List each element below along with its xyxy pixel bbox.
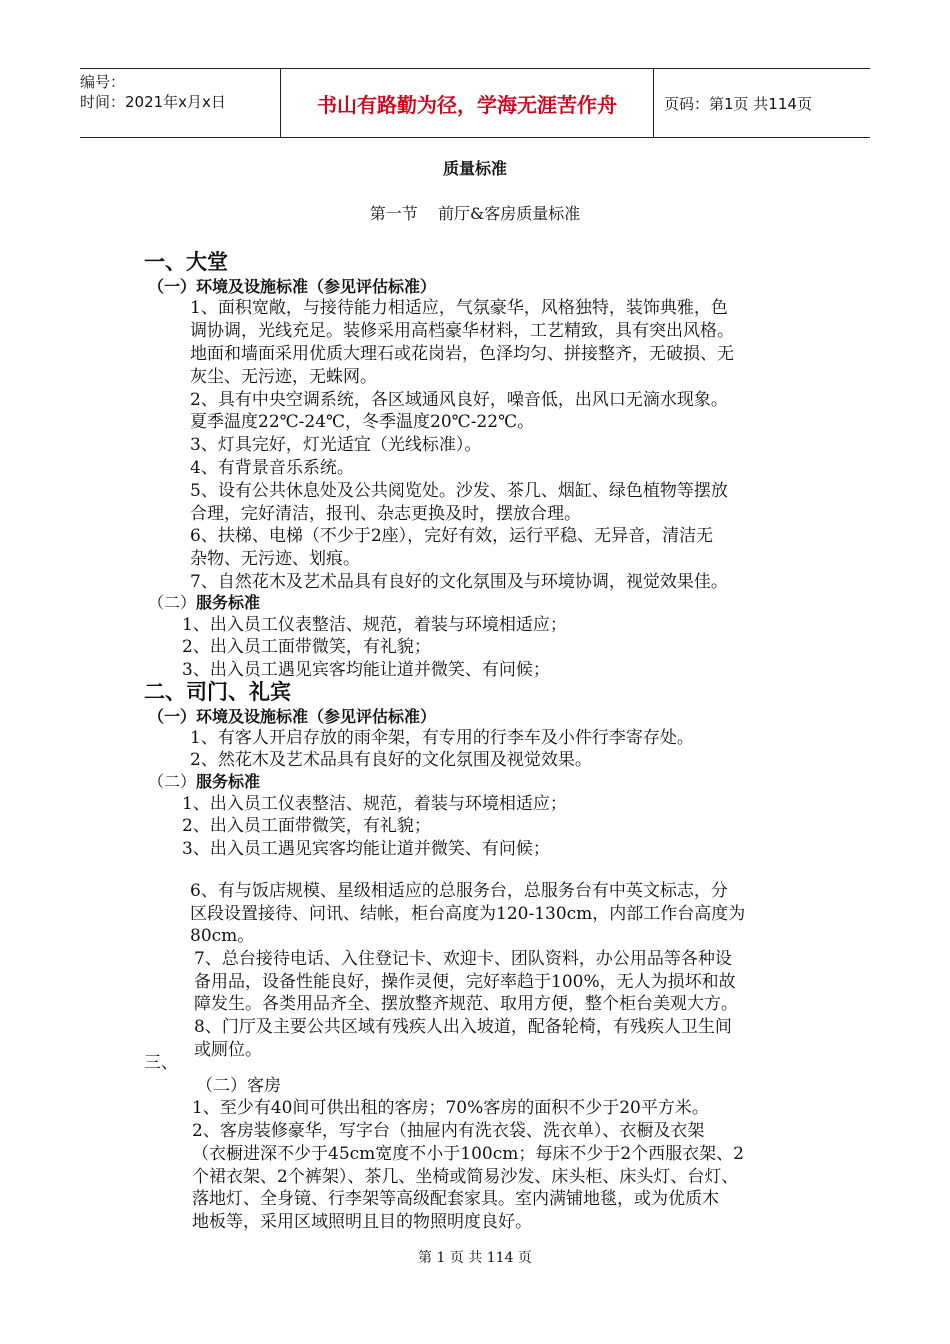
paragraph-line: 落地灯、全身镜、行李架等高级配套家具。室内满铺地毯，或为优质木 (192, 1189, 719, 1209)
paragraph-line: 杂物、无污迹、划痕。 (190, 549, 360, 569)
paragraph-line: 2、然花木及艺术品具有良好的文化氛围及视觉效果。 (190, 750, 592, 770)
paragraph-line: 3、出入员工遇见宾客均能让道并微笑、有问候； (182, 660, 550, 680)
paragraph-line: 1、面积宽敞，与接待能力相适应，气氛豪华，风格独特，装饰典雅，色 (190, 298, 728, 318)
paragraph-line: 障发生。各类用品齐全、摆放整齐规范、取用方便，整个柜台美观大方。 (194, 994, 738, 1014)
paragraph-line: 4、有背景音乐系统。 (190, 458, 354, 478)
header-page-info: 页码：第1页 共114页 (664, 94, 812, 113)
heading-concierge: 二、司门、礼宾 (144, 680, 291, 704)
paragraph-line: 灰尘、无污迹，无蛛网。 (190, 367, 377, 387)
paragraph-line: 1、有客人开启存放的雨伞架，有专用的行李车及小件行李寄存处。 (190, 728, 694, 748)
header-meta (80, 69, 280, 137)
paragraph-line: 7、总台接待电话、入住登记卡、欢迎卡、团队资料，办公用品等各种设 (194, 949, 732, 969)
paragraph-line: 区段设置接待、问讯、结帐，柜台高度为120-130cm，内部工作台高度为 (190, 904, 746, 924)
paragraph-line: 8、门厅及主要公共区域有残疾人出入坡道，配备轮椅，有残疾人卫生间 (194, 1017, 732, 1037)
subheading-service: （二）服务标准 (148, 593, 261, 612)
page-footer: 第 1 页 共 114 页 (418, 1250, 532, 1266)
paragraph-line: 2、出入员工面带微笑，有礼貌； (182, 637, 431, 657)
paragraph-line: 2、出入员工面带微笑，有礼貌； (182, 816, 431, 836)
paragraph-line: 80cm。 (190, 926, 255, 946)
paragraph-line: 6、有与饭店规模、星级相适应的总服务台，总服务台有中英文标志，分 (190, 881, 728, 901)
subheading-facilities: （一）环境及设施标准（参见评估标准） (148, 707, 437, 726)
paragraph-line: 5、设有公共休息处及公共阅览处。沙发、茶几、烟缸、绿色植物等摆放 (190, 481, 728, 501)
paragraph-line: 备用品，设备性能良好，操作灵便，完好率趋于100%，无人为损坏和故 (194, 972, 736, 992)
paragraph-line: 1、至少有40间可供出租的客房；70%客房的面积不少于20平方米。 (192, 1098, 709, 1118)
paragraph-line: 地面和墙面采用优质大理石或花岗岩，色泽均匀、拼接整齐，无破损、无 (190, 344, 734, 364)
paragraph-line: 2、具有中央空调系统，各区域通风良好，噪音低，出风口无滴水现象。 (190, 390, 728, 410)
paragraph-line: 地板等，采用区域照明且目的物照明度良好。 (192, 1212, 532, 1232)
document-time: 时间：2021年x月x日 (80, 93, 226, 111)
paragraph-line: 6、扶梯、电梯（不少于2座），完好有效，运行平稳、无异音，清洁无 (190, 526, 714, 546)
paragraph-line: 或厕位。 (194, 1040, 262, 1060)
paragraph-line: 调协调，光线充足。装修采用高档豪华材料，工艺精致，具有突出风格。 (190, 321, 734, 341)
section-heading: 第一节 前厅&客房质量标准 (369, 204, 581, 223)
paragraph-line: 3、出入员工遇见宾客均能让道并微笑、有问候； (182, 839, 550, 859)
document-number-label: 编号： (80, 73, 126, 91)
paragraph-line: 1、出入员工仪表整洁、规范，着装与环境相适应； (182, 794, 567, 814)
paragraph-line: 2、客房装修豪华，写字台（抽屉内有洗衣袋、洗衣单）、衣橱及衣架 (192, 1121, 705, 1141)
paragraph-line: 合理，完好清洁，报刊、杂志更换及时，摆放合理。 (190, 504, 581, 524)
paragraph-line: 3、灯具完好，灯光适宜（光线标准）。 (190, 435, 482, 455)
subheading-service: （二）服务标准 (148, 772, 261, 791)
paragraph-line: 7、自然花木及艺术品具有良好的文化氛围及与环境协调，视觉效果佳。 (190, 572, 728, 592)
page-header (80, 68, 870, 138)
paragraph-line: 1、出入员工仪表整洁、规范，着装与环境相适应； (182, 615, 567, 635)
subheading-rooms: （二）客房 (196, 1076, 281, 1096)
header-motto: 书山有路勤为径，学海无涯苦作舟 (280, 69, 654, 137)
document-title: 质量标准 (442, 159, 507, 178)
heading-lobby: 一、大堂 (144, 250, 228, 274)
paragraph-line: 个裙衣架、2个裤架）、茶几、坐椅或简易沙发、床头柜、床头灯、台灯、 (192, 1167, 739, 1187)
paragraph-line: （衣橱进深不少于45cm宽度不小于100cm；每床不少于2个西服衣架、2 (192, 1144, 744, 1164)
subheading-facilities: （一）环境及设施标准（参见评估标准） (148, 277, 437, 296)
heading-three: 三、 (144, 1053, 178, 1073)
paragraph-line: 夏季温度22℃-24℃，冬季温度20℃-22℃。 (190, 412, 535, 432)
